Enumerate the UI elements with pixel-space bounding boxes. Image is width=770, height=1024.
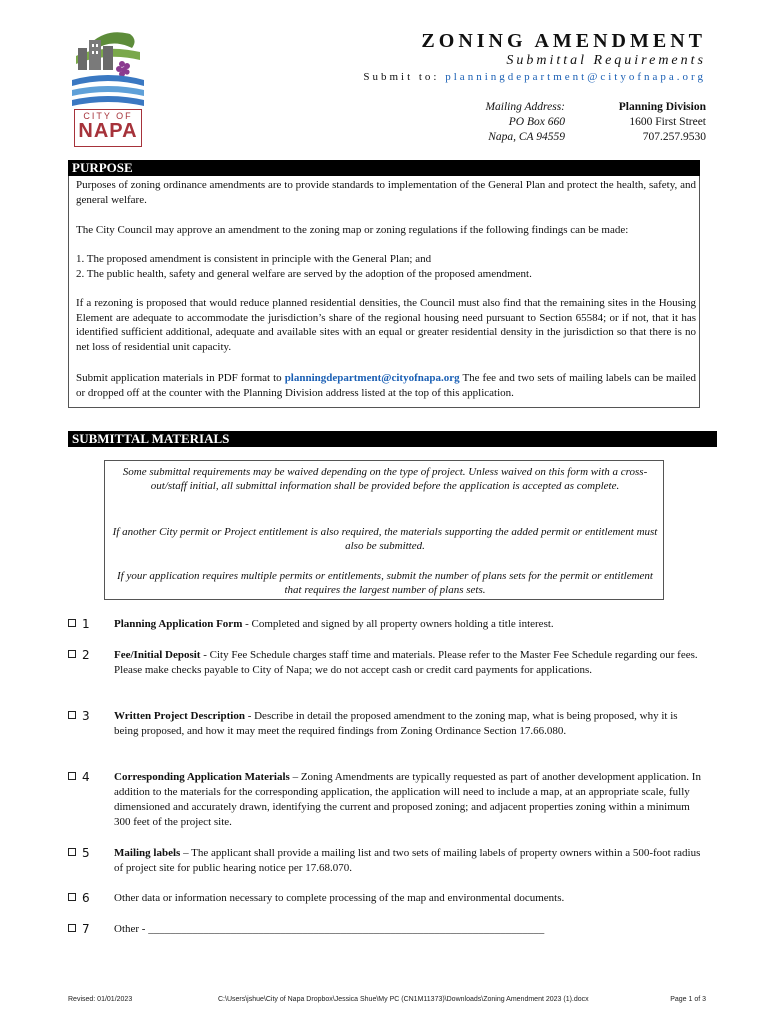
item-number: 6	[82, 891, 90, 905]
document-subtitle: Submittal Requirements	[506, 53, 706, 68]
finding-2: 2. The public health, safety and general welfare are served by the adoption of the proposed amendment.	[76, 268, 532, 280]
division-address	[619, 100, 706, 145]
checkbox[interactable]	[68, 711, 76, 719]
submit-instructions-end: The fee and two sets of mailing labels can be mailed or dropped off at the counter with the Planning Division address listed at the top of this application.	[76, 372, 696, 399]
item-text: – The applicant shall provide a mailing list and two sets of mailing labels of property owners within a 500-foot radius of project site for public hearing notice per 17.68.070.	[114, 847, 701, 874]
item-number: 1	[82, 617, 90, 631]
napa-skyline-icon	[72, 26, 144, 108]
purpose-heading: PURPOSE	[68, 160, 700, 176]
purpose-paragraph-3: If a rezoning is proposed that would reduce planned residential densities, the Council must also find that the remaining sites in the Housing Element are adequate to accommodate the jurisdiction’s share of the regional housing need pursuant to Section 65584; or if not, that it has identified sufficient additional, adequate and available sites with an equal or greater residential density in the jurisdiction so that there is no net loss of residential unit capacity.	[76, 297, 696, 353]
footer-file-path: C:\Users\jshue\City of Napa Dropbox\Jessica Shue\My PC (CN1M11373)\Downloads\Zoning Amendment 2023 (1).docx	[218, 996, 589, 1003]
item-title: Written Project Description	[114, 710, 245, 722]
city-of-napa-logo	[72, 26, 144, 146]
purpose-paragraph-1: Purposes of zoning ordinance amendments are to provide standards to implementation of the General Plan and protect the health, safety, and general welfare.	[76, 179, 696, 206]
item-number: 5	[82, 846, 90, 860]
item-text: Other - ________________________________________________________________________	[114, 923, 545, 935]
checkbox[interactable]	[68, 893, 76, 901]
finding-1: 1. The proposed amendment is consistent in principle with the General Plan; and	[76, 253, 432, 265]
purpose-email-link[interactable]: planningdepartment@cityofnapa.org	[284, 372, 460, 384]
item-text: - Describe in detail the proposed amendment to the zoning map, what is being proposed, why it is being proposed, and how it may meet the required findings from Zoning Ordinance Section 17.66.080.	[114, 710, 678, 737]
item-number: 4	[82, 770, 90, 784]
item-title: Mailing labels	[114, 847, 181, 859]
mailing-po-box: PO Box 660	[508, 116, 565, 128]
item-text: – Zoning Amendments are typically requested as part of another development application. In addition to the materials for the corresponding application, the application will need to include a map, at an appropriate scale, fully dimensioned and accurately drawn, identifying the current and proposed zoning; and adjacent properties zoning within a minimum 300 feet of the project site.	[114, 771, 701, 828]
item-text: - City Fee Schedule charges staff time and materials. Please refer to the Master Fee Schedule regarding our fees. Please make checks payable to City of Napa; we do not accept cash or credit card payments for applications.	[114, 649, 698, 676]
submit-email-link[interactable]: planningdepartment@cityofnapa.org	[445, 71, 706, 83]
checkbox[interactable]	[68, 924, 76, 932]
submittal-heading: SUBMITTAL MATERIALS	[68, 431, 717, 447]
item-number: 2	[82, 648, 90, 662]
mailing-city: Napa, CA 94559	[488, 131, 565, 143]
logo-napa-text: NAPA	[78, 120, 138, 142]
submit-instructions-start: Submit application materials in PDF format to	[76, 372, 285, 384]
mailing-address	[485, 100, 565, 145]
checkbox[interactable]	[68, 619, 76, 627]
checkbox[interactable]	[68, 772, 76, 780]
footer-page-number: Page 1 of 3	[670, 996, 706, 1003]
item-title: Planning Application Form	[114, 618, 243, 630]
item-text: - Completed and signed by all property owners holding a title interest.	[242, 618, 554, 630]
submit-to-label: Submit to:	[363, 71, 440, 83]
mailing-label: Mailing Address:	[485, 101, 565, 113]
waiver-note-1: Some submittal requirements may be waived depending on the type of project. Unless waived on this form with a cross-out/staff initial, all submittal information shall be provided before the application is accepted as complete.	[122, 466, 648, 493]
item-title: Fee/Initial Deposit	[114, 649, 201, 661]
item-number: 3	[82, 709, 90, 723]
submit-to-line	[363, 71, 706, 83]
logo-city-text: CITY OF	[83, 111, 133, 121]
division-phone: 707.257.9530	[642, 131, 706, 143]
checkbox[interactable]	[68, 848, 76, 856]
footer-revised: Revised: 01/01/2023	[68, 996, 133, 1003]
waiver-note-2: If another City permit or Project entitlement is also required, the materials supporting the added permit or entitlement must also be submitted.	[112, 526, 658, 553]
purpose-paragraph-2: The City Council may approve an amendment to the zoning map or zoning regulations if the following findings can be made:	[76, 224, 629, 236]
item-text: Other data or information necessary to complete processing of the map and environmental documents.	[114, 892, 565, 904]
purpose-paragraph-4	[76, 371, 696, 400]
document-title: ZONING AMENDMENT	[421, 30, 706, 52]
waiver-note-3: If your application requires multiple permits or entitlements, submit the number of plans sets for the permit or entitlement that requires the largest number of plans sets.	[117, 570, 653, 597]
division-street: 1600 First Street	[629, 116, 706, 128]
item-title: Corresponding Application Materials	[114, 771, 290, 783]
checkbox[interactable]	[68, 650, 76, 658]
item-number: 7	[82, 922, 90, 936]
division-name: Planning Division	[618, 101, 706, 113]
